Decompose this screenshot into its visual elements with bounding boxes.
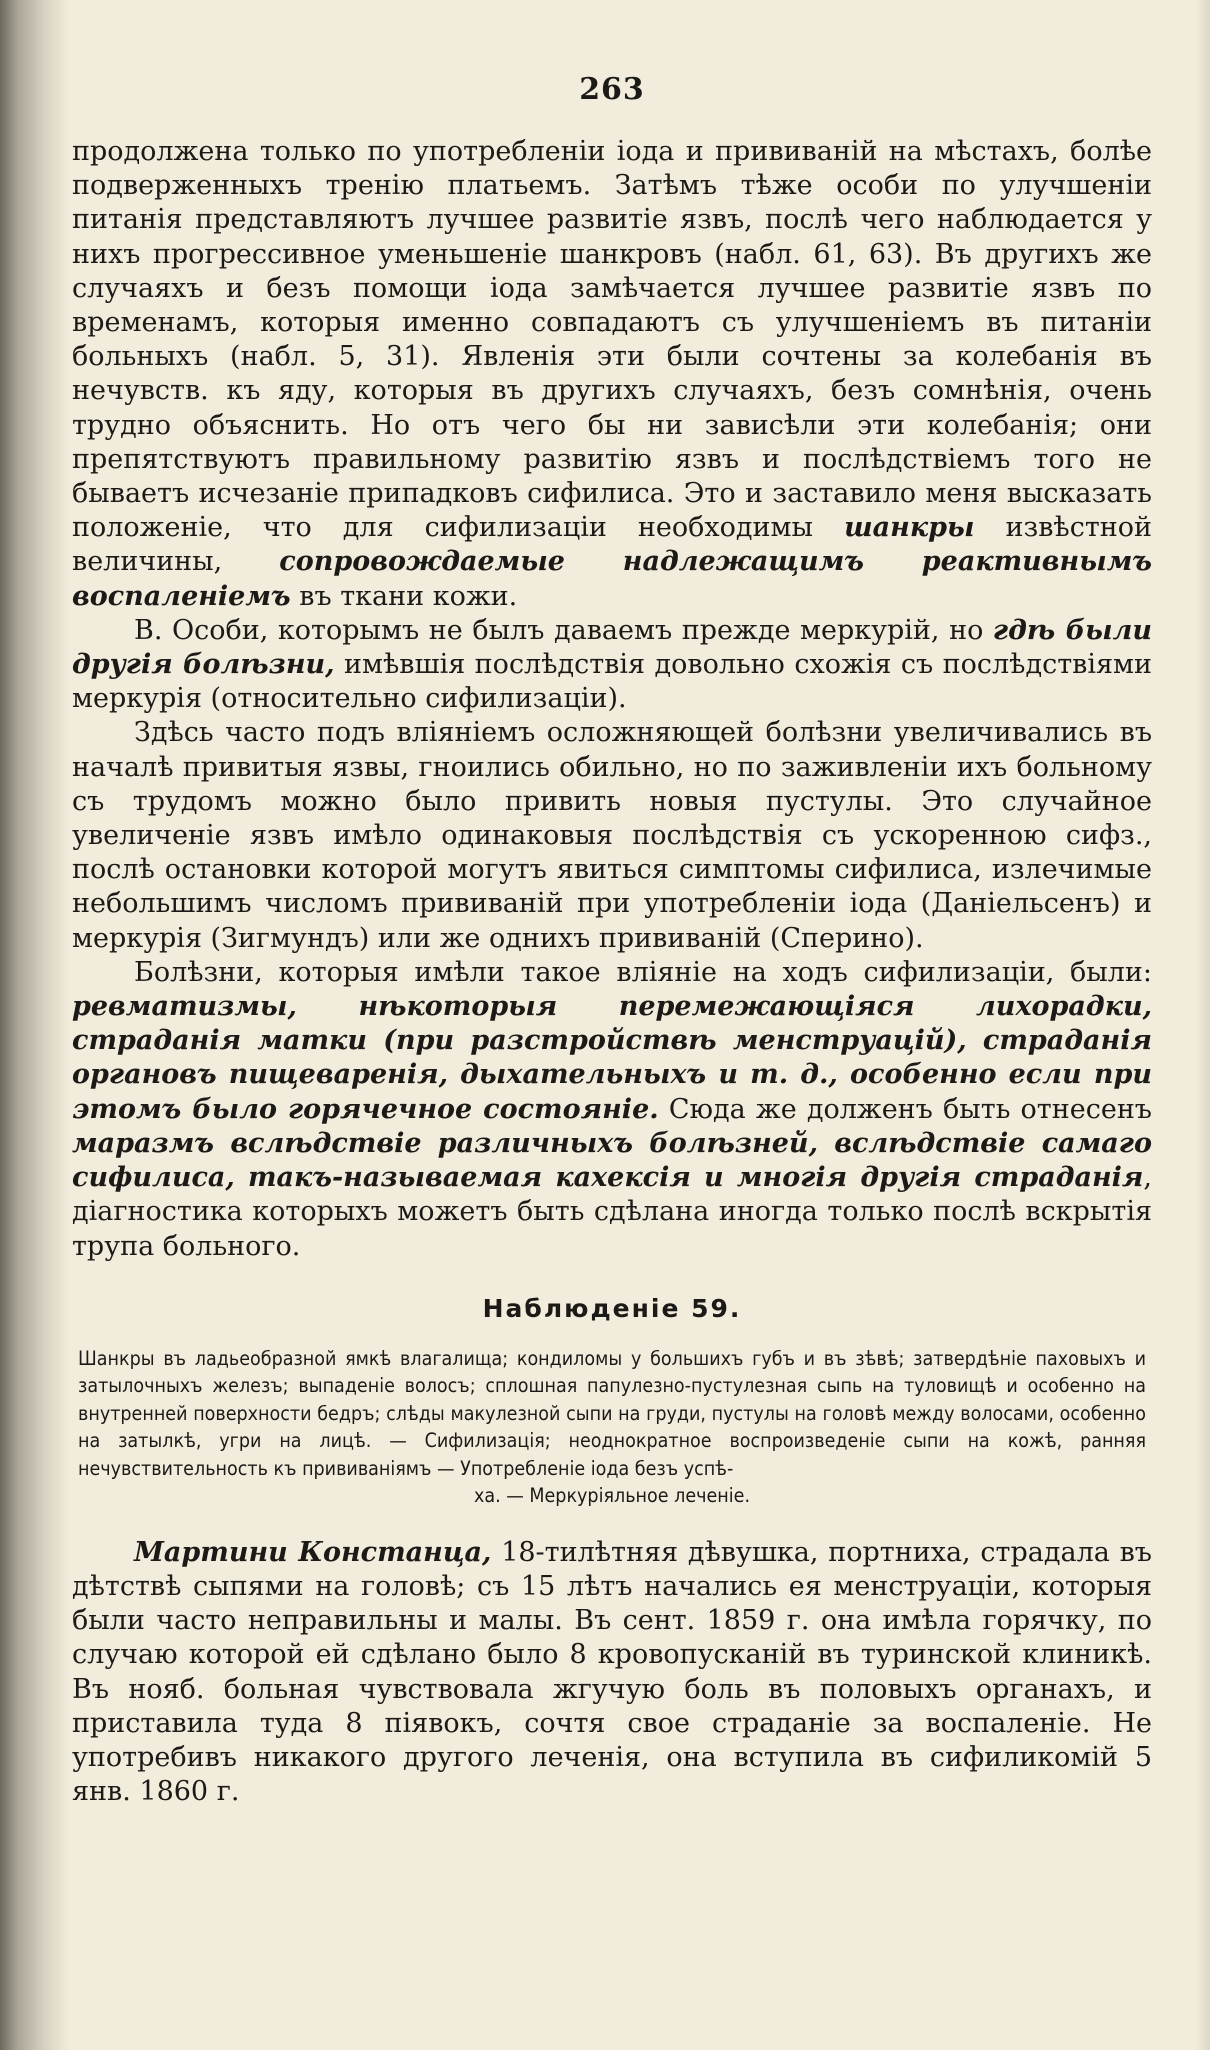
paragraph-case: Мартини Констанца, 18-тилѣтняя дѣвушка, портниха, страдала въ дѣтствѣ сыпями на головѣ; съ 15 лѣтъ начались ея менструацiи, которыя были часто неправильны и малы. Въ сент. 1859 г. она имѣла горячку, по случаю которой ей сдѣлано было 8 кровопусканiй въ туринской клиникѣ. Въ нояб. больная чувствовала жгучую боль въ половыхъ органахъ, и приставила туда 8 пiявокъ, сочтя свое страданiе за воспаленiе. Не употребивъ никакого другого леченiя, она вступила въ сифиликомiй 5 янв. 1860 г. xyxy=(72,1536,1152,1808)
emphasis: сопровождаемые надлежащимъ реактивнымъ воспаленiемъ xyxy=(72,546,1152,612)
case-text xyxy=(72,1536,1152,1810)
page-edge-shadow xyxy=(1196,0,1210,2050)
paragraph-4: Болѣзни, которыя имѣли такое влiянiе на ходъ сифилизацiи, были: ревматизмы, нѣкоторыя перемежающiяся лихорадки, страданiя матки (при разстройствѣ менструацiй), страданiя органовъ пищеваренiя, дыхательныхъ и т. д., особенно если при этомъ было горячечное состоянiе. Сюда же долженъ быть отнесенъ маразмъ вслѣдствiе различныхъ болѣзней, вслѣдствiе самаго сифилиса, такъ-называемая кахексiя и многiя другiя страданiя, дiагностика которыхъ можетъ быть сдѣлана иногда только послѣ вскрытiя трупа больного. xyxy=(72,956,1152,1262)
book-gutter-shadow xyxy=(0,0,70,2050)
emphasis: гдѣ были другiя болѣзни, xyxy=(72,614,1152,681)
book-page xyxy=(72,72,1152,1809)
page-number: 263 xyxy=(579,72,645,107)
main-text xyxy=(72,135,1152,1264)
paragraph-1: продолжена только по употребленiи iода и прививанiй на мѣстахъ, болѣе подверженныхъ тренiю платьемъ. Затѣмъ тѣже особи по улучшенiи питанiя представляютъ лучшее развитiе язвъ, послѣ чего наблюдается у нихъ прогрессивное уменьшенiе шанкровъ (набл. 61, 63). Въ другихъ же случаяхъ и безъ помощи iода замѣчается лучшее развитiе язвъ по временамъ, которыя именно совпадаютъ съ улучшенiемъ въ питанiи больныхъ (набл. 5, 31). Явленiя эти были сочтены за колебанiя въ нечувств. къ яду, которыя въ другихъ случаяхъ, безъ сомнѣнiя, очень трудно объяснить. Но отъ чего бы ни зависѣли эти колебанiя; они препятствуютъ правильному развитiю язвъ и послѣдствiемъ того не бываетъ исчезанiе припадковъ сифилиса. Это и заставило меня высказать положенiе, что для сифилизацiи необходимы шанкры извѣстной величины, сопровождаемые надлежащимъ реактивнымъ воспаленiемъ въ ткани кожи. xyxy=(72,136,1153,612)
observation-heading: Наблюденiе 59. xyxy=(482,1293,742,1323)
emphasis: ревматизмы, нѣкоторыя перемежающiяся лихорадки, страданiя матки (при разстройствѣ менструацiй), страданiя органовъ пищеваренiя, дыхательныхъ и т. д., особенно если при этомъ было горячечное состоянiе. xyxy=(72,991,1152,1125)
paragraph-3: Здѣсь часто подъ влiянiемъ осложняющей болѣзни увеличивались въ началѣ привитыя язвы, гноились обильно, но по заживленiи ихъ больному съ трудомъ можно было привить новыя пустулы. Это случайное увеличенiе язвъ имѣло одинаковыя послѣдствiя съ ускоренною сифз., послѣ остановки которой могутъ явиться симптомы сифилиса, излечимые небольшимъ числомъ прививанiй при употребленiи iода (Данiельсенъ) и меркурiя (Зигмундъ) или же однихъ прививанiй (Сперино). xyxy=(72,717,1152,954)
observation-summary: Шанкры въ ладьеобразной ямкѣ влагалища; кондиломы у большихъ губъ и въ зѣвѣ; затвердѣнiе паховыхъ и затылочныхъ железъ; выпаденiе волосъ; сплошная папулезно-пустулезная сыпь на туловищѣ и особенно на внутренней поверхности бедръ; слѣды макулезной сыпи на груди, пустулы на головѣ между волосами, особенно на затылкѣ, угри на лицѣ. — Сифилизацiя; неоднократное воспроизведенiе сыпи на кожѣ, ранняя нечувствительность къ прививанiямъ — Употребленiе iода безъ успѣ- ха. — Меркурiяльное леченiе. xyxy=(78,1346,1146,1508)
paragraph-2: В. Особи, которымъ не былъ даваемъ прежде меркурiй, но гдѣ были другiя болѣзни, имѣвшiя послѣдствiя довольно схожiя съ послѣдствiями меркурiя (относительно сифилизацiи). xyxy=(72,614,1152,715)
emphasis: шанкры xyxy=(844,512,975,544)
emphasis: маразмъ вслѣдствiе различныхъ болѣзней, вслѣдствiе самаго сифилиса, такъ-называемая кахексiя и многiя другiя страданiя xyxy=(72,1127,1152,1194)
patient-name: Мартини Констанца, xyxy=(134,1536,492,1568)
